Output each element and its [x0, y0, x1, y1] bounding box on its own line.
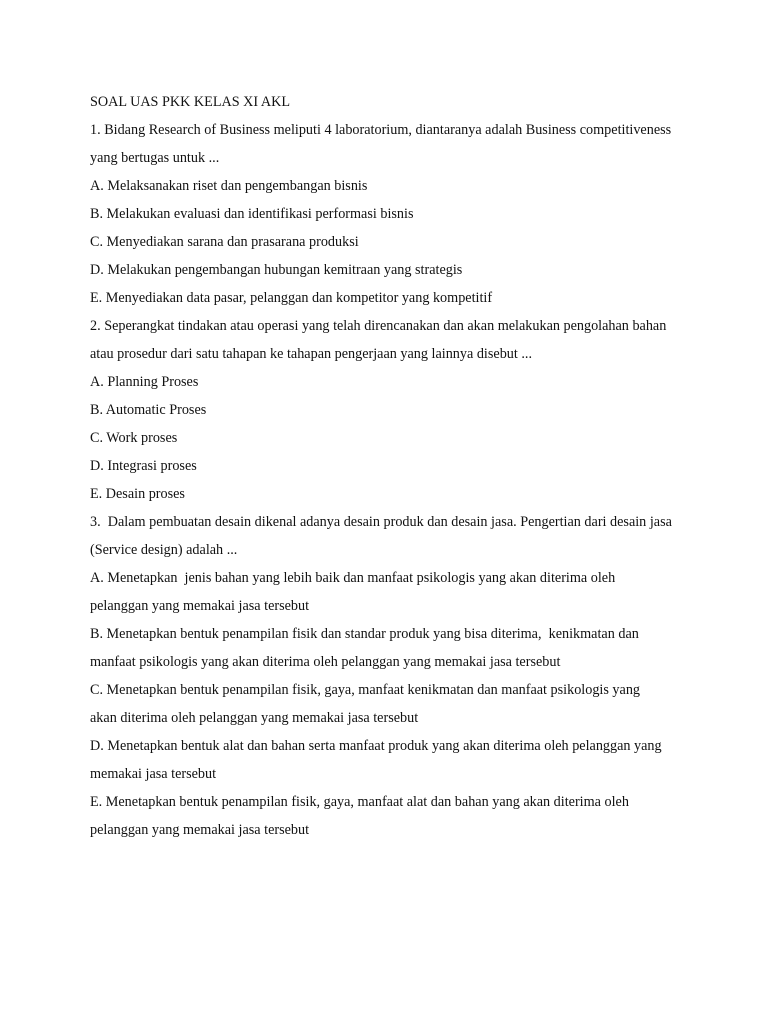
- question-2-option-a: A. Planning Proses: [90, 374, 199, 390]
- question-1-option-b: B. Melakukan evaluasi dan identifikasi performasi bisnis: [90, 206, 414, 222]
- question-2: [90, 318, 677, 503]
- question-1-stem: 1. Bidang Research of Business meliputi 4 laboratorium, diantaranya adalah Business competitiveness: [90, 122, 672, 138]
- question-3-option-a-continued: pelanggan yang memakai jasa tersebut: [90, 598, 310, 614]
- question-1: [90, 122, 677, 307]
- question-1-stem-continued: yang bertugas untuk ...: [90, 150, 220, 166]
- question-3-option-d-continued: memakai jasa tersebut: [90, 766, 217, 782]
- question-3-stem-continued: (Service design) adalah ...: [90, 542, 238, 558]
- question-1-option-a: A. Melaksanakan riset dan pengembangan bisnis: [90, 178, 368, 194]
- question-3-option-b-continued: manfaat psikologis yang akan diterima oleh pelanggan yang memakai jasa tersebut: [90, 654, 561, 670]
- question-3-option-e: E. Menetapkan bentuk penampilan fisik, gaya, manfaat alat dan bahan yang akan diterima oleh: [90, 794, 629, 810]
- question-2-stem: 2. Seperangkat tindakan atau operasi yang telah direncanakan dan akan melakukan pengolahan bahan: [90, 318, 667, 334]
- question-1-option-c: C. Menyediakan sarana dan prasarana produksi: [90, 234, 359, 250]
- question-3: [90, 514, 677, 839]
- question-3-stem: 3. Dalam pembuatan desain dikenal adanya desain produk dan desain jasa. Pengertian dari desain jasa: [90, 514, 672, 530]
- question-3-option-b: B. Menetapkan bentuk penampilan fisik dan standar produk yang bisa diterima, kenikmatan dan: [90, 626, 639, 642]
- question-3-option-c: C. Menetapkan bentuk penampilan fisik, gaya, manfaat kenikmatan dan manfaat psikologis yang: [90, 682, 641, 698]
- question-1-option-e: E. Menyediakan data pasar, pelanggan dan kompetitor yang kompetitif: [90, 290, 493, 306]
- document-title: SOAL UAS PKK KELAS XI AKL: [90, 94, 291, 110]
- question-2-option-b: B. Automatic Proses: [90, 402, 207, 418]
- question-2-option-c: C. Work proses: [90, 430, 178, 446]
- question-3-option-e-continued: pelanggan yang memakai jasa tersebut: [90, 822, 310, 838]
- document-page: [90, 94, 677, 850]
- question-3-option-d: D. Menetapkan bentuk alat dan bahan serta manfaat produk yang akan diterima oleh pelanggan yang: [90, 738, 662, 754]
- question-3-option-c-continued: akan diterima oleh pelanggan yang memakai jasa tersebut: [90, 710, 419, 726]
- question-3-option-a: A. Menetapkan jenis bahan yang lebih baik dan manfaat psikologis yang akan diterima oleh: [90, 570, 616, 586]
- question-1-option-d: D. Melakukan pengembangan hubungan kemitraan yang strategis: [90, 262, 463, 278]
- question-2-option-d: D. Integrasi proses: [90, 458, 197, 474]
- question-2-option-e: E. Desain proses: [90, 486, 185, 502]
- question-2-stem-continued: atau prosedur dari satu tahapan ke tahapan pengerjaan yang lainnya disebut ...: [90, 346, 533, 362]
